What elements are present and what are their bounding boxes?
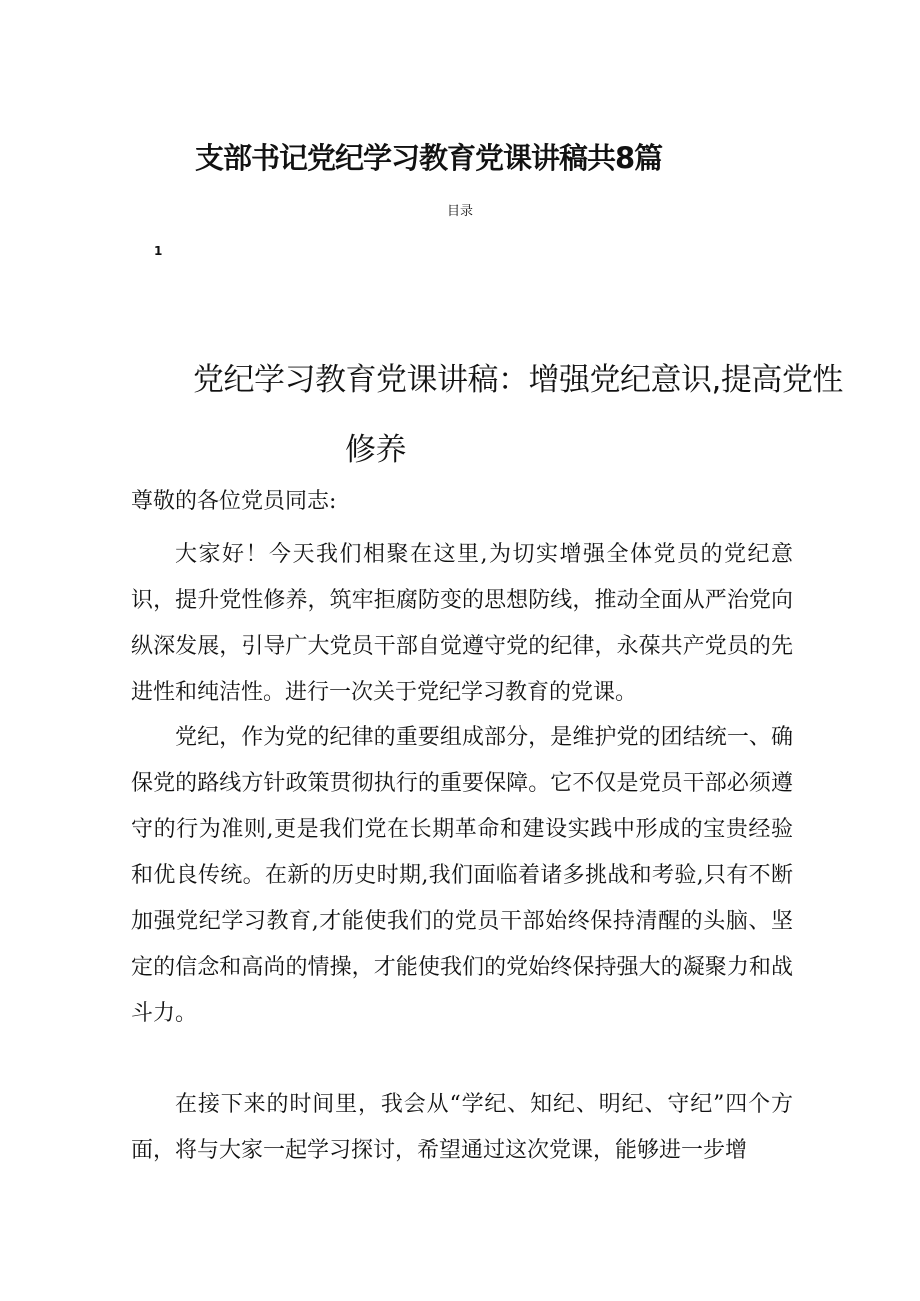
toc-label: 目录	[447, 204, 474, 219]
toc-item[interactable]: 1	[154, 244, 163, 258]
document-title: 支部书记党纪学习教育党课讲稿共8篇	[195, 141, 663, 175]
body-paragraph-3: 在接下来的时间里，我会从“学纪、知纪、明纪、守纪”四个方面，将与大家一起学习探讨，希望通过这次党课，能够进一步增	[131, 1092, 793, 1163]
salutation: 尊敬的各位党员同志:	[131, 489, 337, 514]
body-paragraph-1: 大家好！今天我们相聚在这里,为切实增强全体党员的党纪意识，提升党性修养，筑牢拒腐防变的思想防线，推动全面从严治党向纵深发展，引导广大党员干部自觉遵守党的纪律，永葆共产党员的先进性和纯洁性。进行一次关于党纪学习教育的党课。	[131, 542, 793, 705]
body-paragraph-2: 党纪，作为党的纪律的重要组成部分，是维护党的团结统一、确保党的路线方针政策贯彻执行的重要保障。它不仅是党员干部必须遵守的行为准则,更是我们党在长期革命和建设实践中形成的宝贵经验和优良传统。在新的历史时期,我们面临着诸多挑战和考验,只有不断加强党纪学习教育,才能使我们的党员干部始终保持清醒的头脑、坚定的信念和高尚的情操，才能使我们的党始终保持强大的凝聚力和战斗力。	[131, 725, 793, 1026]
section-title-line-1: 党纪学习教育党课讲稿：增强党纪意识,提高党性	[193, 362, 843, 398]
section-title-line-2: 修养	[345, 432, 406, 468]
